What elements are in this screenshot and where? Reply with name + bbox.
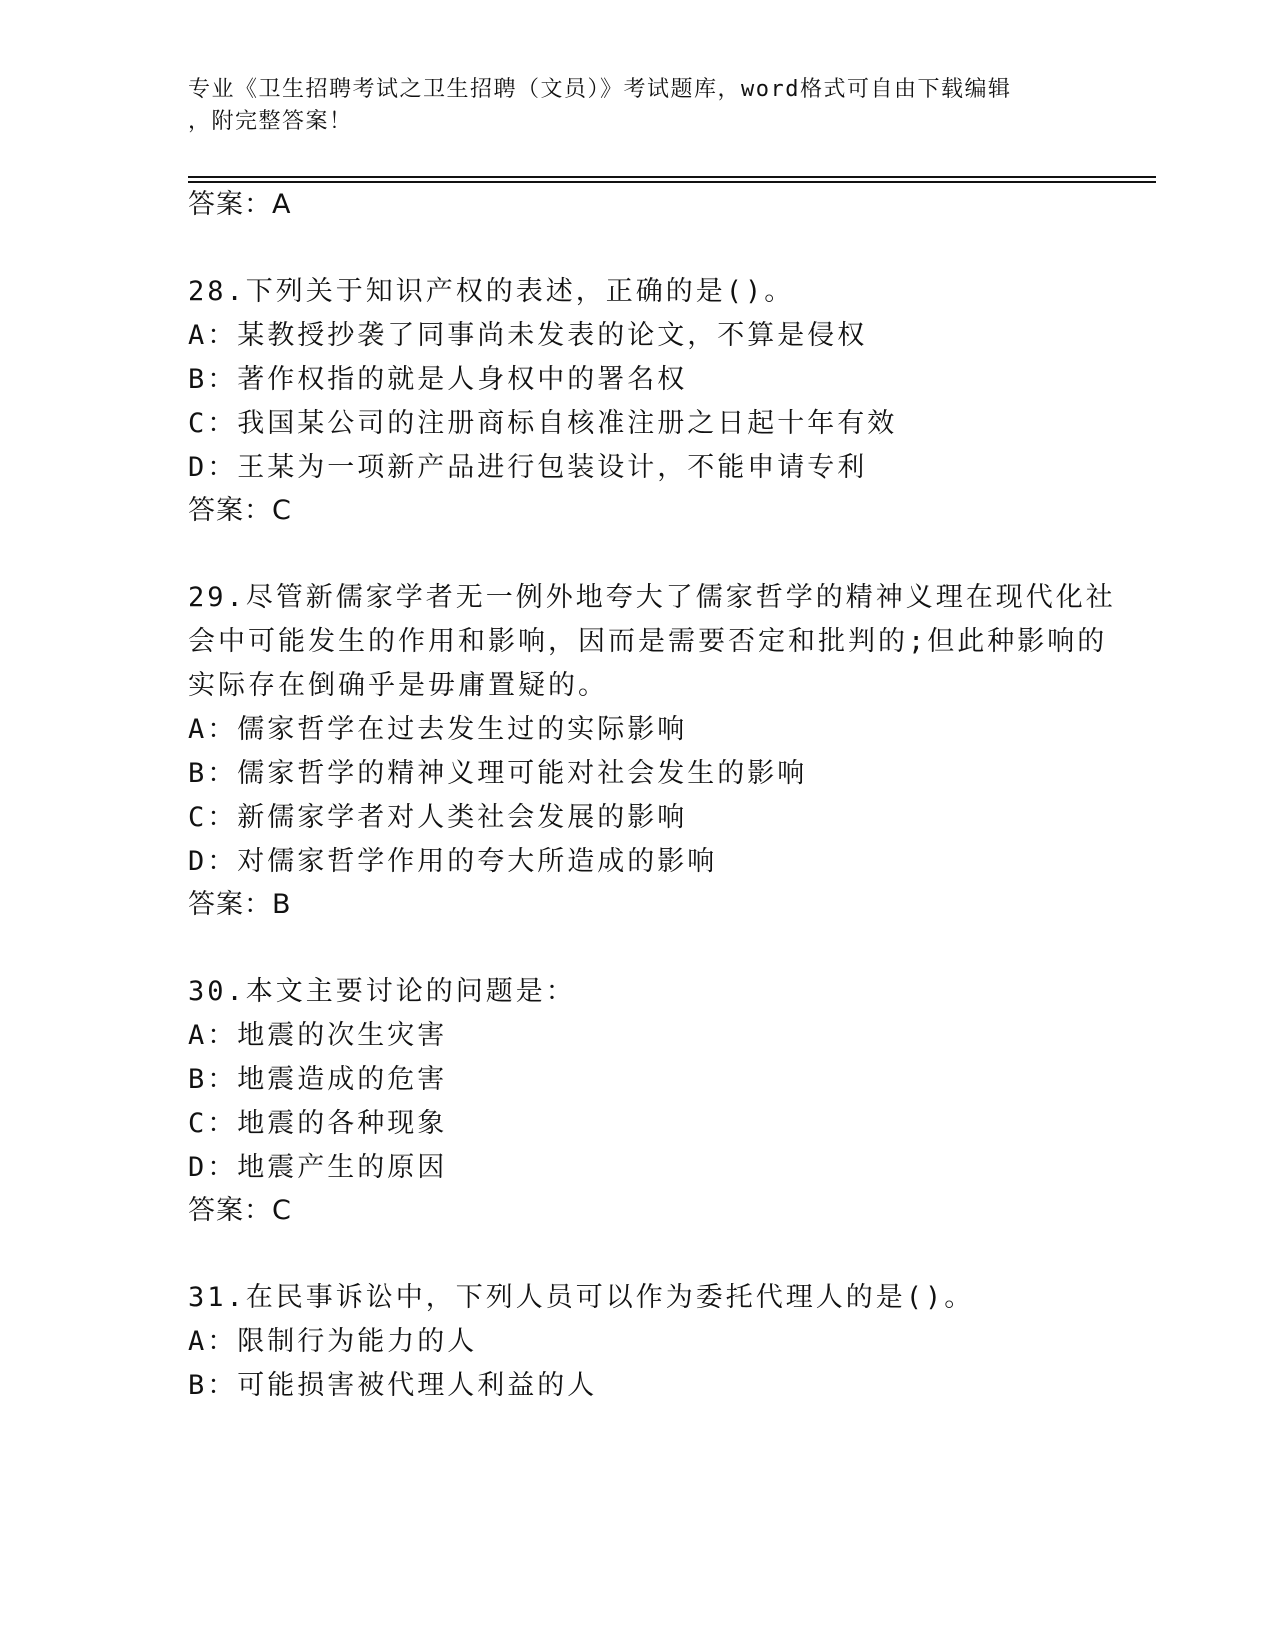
question-28-option-a: A：某教授抄袭了同事尚未发表的论文，不算是侵权 [188, 320, 868, 351]
question-30-option-b: B：地震造成的危害 [188, 1064, 448, 1095]
document-header [188, 74, 1088, 138]
header-line-1: 专业《卫生招聘考试之卫生招聘（文员）》考试题库，word格式可自由下载编辑 [188, 77, 1012, 102]
question-28-option-c: C：我国某公司的注册商标自核准注册之日起十年有效 [188, 408, 898, 439]
header-rule-bottom [188, 181, 1156, 183]
question-29-stem-line-3: 实际存在倒确乎是毋庸置疑的。 [188, 670, 608, 701]
question-29-stem-line-1: 29.尽管新儒家学者无一例外地夸大了儒家哲学的精神义理在现代化社 [188, 582, 1116, 613]
question-29-option-a: A：儒家哲学在过去发生过的实际影响 [188, 714, 688, 745]
answer-30: 答案：C [188, 1195, 292, 1226]
question-31-option-b: B：可能损害被代理人利益的人 [188, 1370, 598, 1401]
question-31-option-a: A：限制行为能力的人 [188, 1326, 478, 1357]
header-line-2: ，附完整答案！ [188, 109, 353, 134]
question-31-stem: 31.在民事诉讼中，下列人员可以作为委托代理人的是()。 [188, 1282, 975, 1313]
question-28-stem: 28.下列关于知识产权的表述，正确的是()。 [188, 276, 795, 307]
question-28-option-d: D：王某为一项新产品进行包装设计，不能申请专利 [188, 452, 868, 483]
header-rule-top [188, 176, 1156, 178]
question-30-stem: 30.本文主要讨论的问题是： [188, 976, 576, 1007]
question-30-option-c: C：地震的各种现象 [188, 1108, 448, 1139]
question-29-option-b: B：儒家哲学的精神义理可能对社会发生的影响 [188, 758, 808, 789]
question-29-stem-line-2: 会中可能发生的作用和影响，因而是需要否定和批判的;但此种影响的 [188, 626, 1108, 657]
question-30-option-d: D：地震产生的原因 [188, 1152, 448, 1183]
answer-27: 答案：A [188, 189, 292, 220]
question-30-option-a: A：地震的次生灾害 [188, 1020, 448, 1051]
answer-28: 答案：C [188, 495, 292, 526]
question-29-option-d: D：对儒家哲学作用的夸大所造成的影响 [188, 846, 718, 877]
question-29-option-c: C：新儒家学者对人类社会发展的影响 [188, 802, 688, 833]
answer-29: 答案：B [188, 889, 292, 920]
question-28-option-b: B：著作权指的就是人身权中的署名权 [188, 364, 688, 395]
